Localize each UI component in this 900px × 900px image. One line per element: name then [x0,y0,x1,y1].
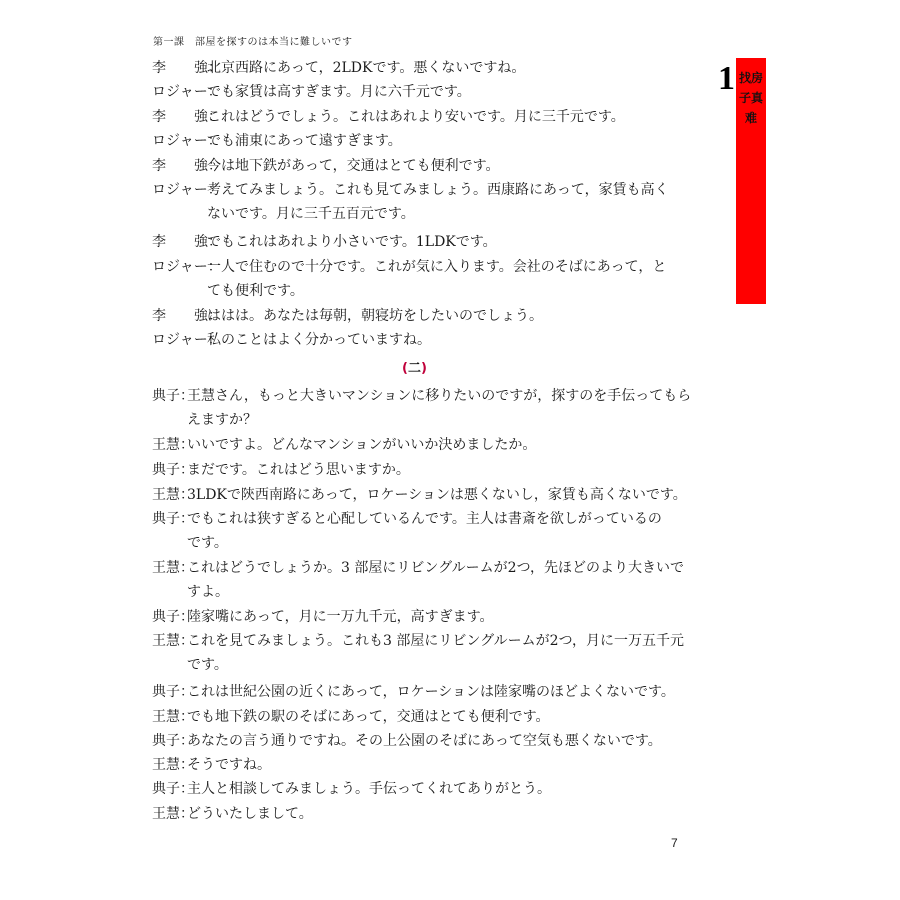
dialogue-text [207,178,669,226]
chapter-tab [736,58,766,304]
speaker-name: ロジャー： [152,84,222,100]
dialogue-text [207,56,525,80]
speaker-name: 李 強： [152,109,222,125]
speaker-name: 李 強： [152,234,222,250]
section-marker [402,357,427,376]
dialogue-text [187,753,271,777]
dialogue-text [187,729,662,753]
speaker-name: 李 強： [152,60,222,76]
chapter-number: 1 [718,60,735,97]
dialogue-text [187,680,675,704]
dialogue-text-line: 3LDKで陝西南路にあって，ロケーションは悪くないし，家賃も高くないです。 [187,487,687,503]
dialogue-text-line: でも浦東にあって遠すぎます。 [207,133,402,149]
dialogue-text [187,458,410,482]
dialogue-text [207,255,666,303]
speaker-name: 李 強： [152,158,222,174]
dialogue-text-line: これを見てみましょう。これも3 部屋にリビングルームが2つ，月に一万五千元 [187,633,685,649]
speaker-name: 典子： [152,462,194,478]
speaker-name: 王慧： [152,560,194,576]
dialogue-text-line: ないです。月に三千五百元です。 [207,206,415,222]
section-marker-open: ( [402,361,408,376]
speaker-name: ロジャー： [152,182,222,198]
dialogue-text-line: これは世紀公園の近くにあって，ロケーションは陸家嘴のほどよくないです。 [187,684,675,700]
dialogue-text [187,777,551,801]
speaker-name: ロジャー： [152,133,222,149]
dialogue-text-line: あなたの言う通りですね。その上公園のそばにあって空気も悪くないです。 [187,733,662,749]
dialogue-text [207,230,497,254]
dialogue-text-line: これはどうでしょうか。3 部屋にリビングルームが2つ，先ほどのより大きいで [187,560,685,576]
speaker-name: 王慧： [152,633,194,649]
speaker-name: 典子： [152,511,194,527]
speaker-name: 王慧： [152,806,194,822]
speaker-name: 典子： [152,388,194,404]
dialogue-text [187,384,691,432]
dialogue-text-line: 私のことはよく分かっていますね。 [207,332,431,348]
dialogue-text-line: 今は地下鉄があって，交通はとても便利です。 [207,158,500,174]
dialogue-text-line: そうですね。 [187,757,271,773]
dialogue-text-line: いいですよ。どんなマンションがいいか決めましたか。 [187,437,537,453]
dialogue-text-line: でもこれはあれより小さいです。1LDKです。 [207,234,497,250]
dialogue-text-line: でも家賃は高すぎます。月に六千元です。 [207,84,471,100]
dialogue-text-line: ははは。あなたは毎朝，朝寝坊をしたいのでしょう。 [207,308,543,324]
speaker-name: ロジャー： [152,332,222,348]
speaker-name: 典子： [152,733,194,749]
dialogue-text-line: でも地下鉄の駅のそばにあって，交通はとても便利です。 [187,709,550,725]
dialogue-text [207,154,499,178]
dialogue-text-line: えますか？ [187,412,257,428]
dialogue-text-line: 主人と相談してみましょう。手伝ってくれてありがとう。 [187,781,551,797]
speaker-name: 王慧： [152,757,194,773]
dialogue-text-line: 考えてみましょう。これも見てみましょう。西康路にあって，家賃も高く [207,182,669,198]
speaker-name: 李 強： [152,308,222,324]
dialogue-text-line: です。 [187,535,228,551]
running-header: 第一課 部屋を探すのは本当に難しいです [153,37,353,48]
section-marker-label: 二 [407,361,421,376]
speaker-name: 王慧： [152,437,194,453]
dialogue-text-line: すよ。 [187,584,229,600]
dialogue-text [187,705,549,729]
dialogue-text [207,80,471,104]
dialogue-text-line: 一人で住むので十分です。これが気に入ります。会社のそばにあって，と [207,259,667,275]
dialogue-text [187,507,662,555]
dialogue-text [207,105,625,129]
speaker-name: 典子： [152,684,194,700]
dialogue-text [187,433,536,457]
dialogue-text [207,129,402,153]
dialogue-text-line: 北京西路にあって，2LDKです。悪くないですね。 [207,60,526,76]
dialogue-text-line: 陸家嘴にあって，月に一万九千元，高すぎます。 [187,609,494,625]
page-number: 7 [671,836,678,850]
dialogue-text-line: これはどうでしょう。これはあれより安いです。月に三千元です。 [207,109,625,125]
dialogue-text-line: でもこれは狭すぎると心配しているんです。主人は書斎を欲しがっているの [187,511,662,527]
dialogue-text [187,556,684,604]
speaker-name: ロジャー： [152,259,222,275]
speaker-name: 王慧： [152,709,194,725]
dialogue-text-line: です。 [187,657,228,673]
dialogue-text-line: どういたしまして。 [187,806,313,822]
dialogue-text [187,629,684,677]
chapter-tab-title: 找房子真难 [738,71,763,125]
dialogue-text [187,483,687,507]
section-marker-close: ) [420,361,427,376]
speaker-name: 典子： [152,609,194,625]
speaker-name: 王慧： [152,487,194,503]
dialogue-text-line: 王慧さん，もっと大きいマンションに移りたいのですが，探すのを手伝ってもら [187,388,692,404]
dialogue-text-line: まだです。これはどう思いますか。 [187,462,410,478]
dialogue-text [207,328,431,352]
dialogue-text [187,605,493,629]
dialogue-text [207,304,543,328]
dialogue-text [187,802,313,826]
speaker-name: 典子： [152,781,194,797]
dialogue-text-line: ても便利です。 [207,283,304,299]
